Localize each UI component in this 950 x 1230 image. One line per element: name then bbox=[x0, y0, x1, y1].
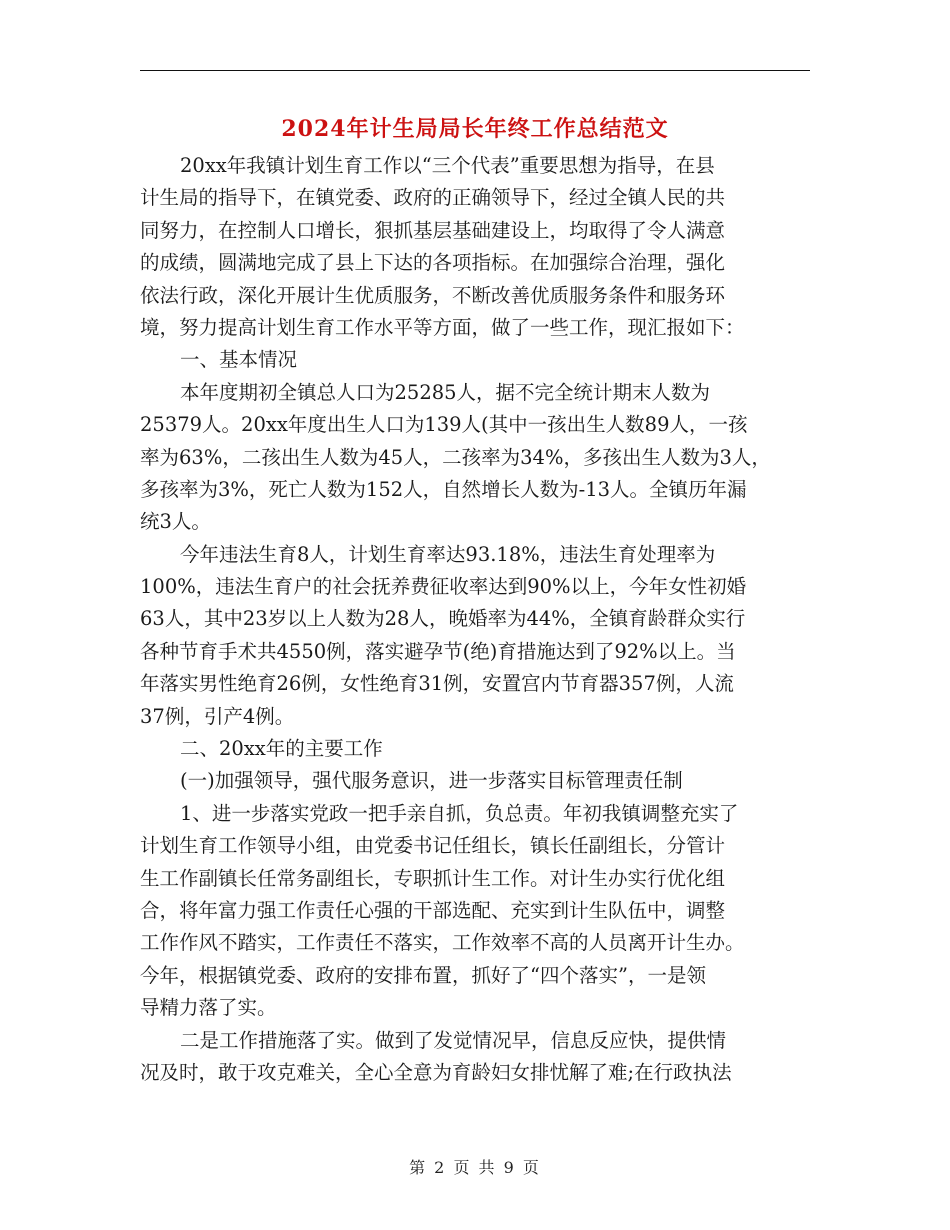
body-line: 率为63%，二孩出生人数为45人，二孩率为34%，多孩出生人数为3人， bbox=[140, 445, 771, 469]
body-line: 导精力落了实。 bbox=[140, 996, 277, 1020]
body-line: 同努力，在控制人口增长，狠抓基层基础建设上，均取得了令人满意 bbox=[140, 218, 726, 242]
body-line: 况及时，敢于攻克难关，全心全意为育龄妇女排忧解了难;在行政执法 bbox=[140, 1060, 732, 1084]
body-line: 合，将年富力强工作责任心强的干部选配、充实到计生队伍中，调整 bbox=[140, 898, 726, 922]
body-line: 今年，根据镇党委、政府的安排布置，抓好了“四个落实”，一是领 bbox=[140, 963, 706, 987]
body-line: 100%，违法生育户的社会抚养费征收率达到90%以上，今年女性初婚 bbox=[140, 575, 747, 599]
body-line: 20xx年我镇计划生育工作以“三个代表”重要思想为指导，在县 bbox=[180, 154, 715, 177]
body-line: 的成绩，圆满地完成了县上下达的各项指标。在加强综合治理，强化 bbox=[140, 251, 726, 275]
body-line: 生工作副镇长任常务副组长，专职抓计生工作。对计生办实行优化组 bbox=[140, 866, 726, 890]
header-rule bbox=[140, 70, 810, 71]
document-title: 2024年计生局局长年终工作总结范文 bbox=[281, 116, 669, 142]
body-line: 25379人。20xx年度出生人口为139人(其中一孩出生人数89人，一孩 bbox=[140, 413, 748, 437]
body-line: 年落实男性绝育26例，女性绝育31例，安置宫内节育器357例，人流 bbox=[140, 672, 734, 696]
body-line: 依法行政，深化开展计生优质服务，不断改善优质服务条件和服务环 bbox=[140, 283, 726, 307]
body-line: 一、基本情况 bbox=[180, 348, 298, 372]
document-body bbox=[140, 150, 812, 1089]
body-line: 1、进一步落实党政一把手亲自抓，负总责。年初我镇调整充实了 bbox=[180, 801, 739, 825]
body-line: (一)加强领导，强代服务意识，进一步落实目标管理责任制 bbox=[180, 769, 683, 793]
body-line: 63人，其中23岁以上人数为28人，晚婚率为44%，全镇育龄群众实行 bbox=[140, 607, 746, 631]
body-line: 各种节育手术共4550例，落实避孕节(绝)育措施达到了92%以上。当 bbox=[140, 639, 736, 663]
body-line: 计生局的指导下，在镇党委、政府的正确领导下，经过全镇人民的共 bbox=[140, 186, 726, 210]
body-line: 统3人。 bbox=[140, 510, 211, 534]
body-line: 今年违法生育8人，计划生育率达93.18%，违法生育处理率为 bbox=[180, 542, 716, 566]
body-line: 多孩率为3%，死亡人数为152人，自然增长人数为-13人。全镇历年漏 bbox=[140, 477, 747, 501]
page-footer: 第 2 页 共 9 页 bbox=[409, 1158, 541, 1177]
body-line: 37例，引产4例。 bbox=[140, 704, 295, 728]
body-line: 二是工作措施落了实。做到了发觉情况早，信息反应快，提供情 bbox=[180, 1028, 727, 1052]
body-line: 工作作风不踏实，工作责任不落实，工作效率不高的人员离开计生办。 bbox=[140, 931, 745, 955]
body-line: 境，努力提高计划生育工作水平等方面，做了一些工作，现汇报如下： bbox=[140, 315, 745, 339]
body-line: 本年度期初全镇总人口为25285人，据不完全统计期末人数为 bbox=[180, 380, 711, 404]
body-line: 二、20xx年的主要工作 bbox=[180, 737, 383, 761]
body-line: 计划生育工作领导小组，由党委书记任组长，镇长任副组长，分管计 bbox=[140, 834, 726, 858]
